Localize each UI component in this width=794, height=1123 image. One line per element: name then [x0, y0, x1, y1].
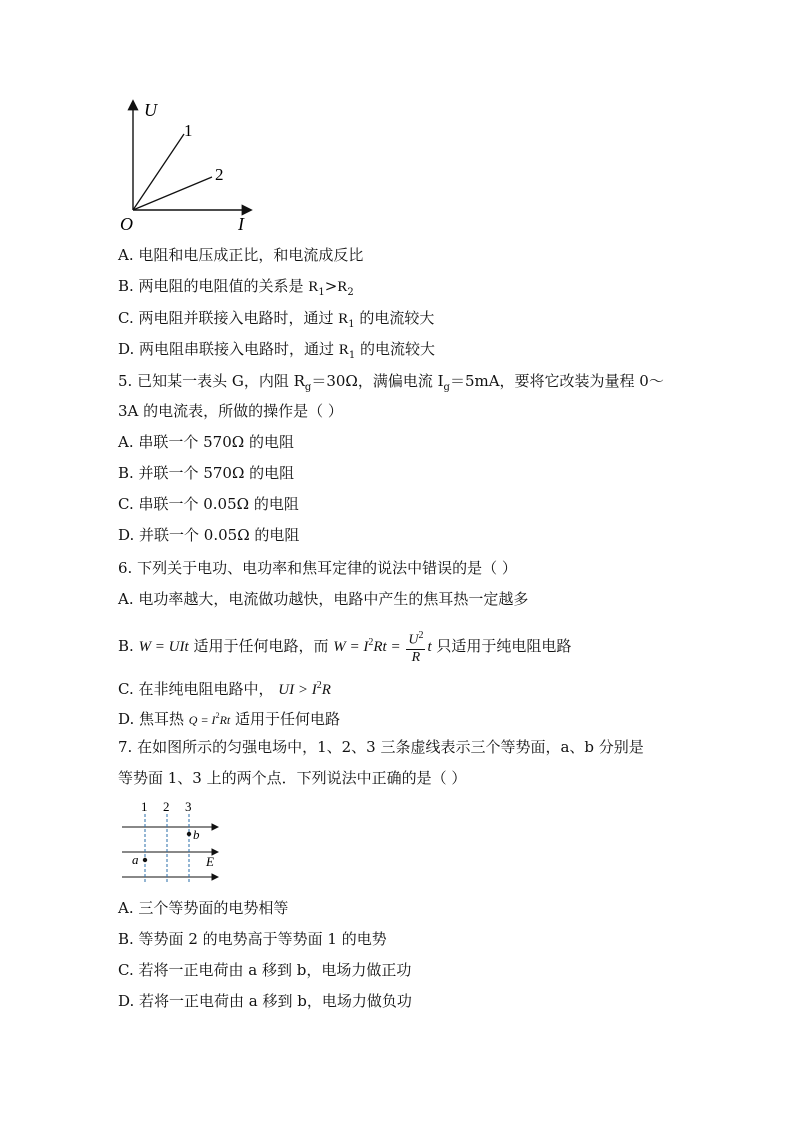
q6-option-c-text: C. 在非纯电阻电路中， — [118, 680, 279, 698]
point-a-label: a — [132, 852, 139, 867]
equipotential-label-1: 1 — [141, 799, 148, 814]
ui-graph — [110, 92, 270, 237]
point-b-label: b — [193, 827, 200, 842]
formula-t: t — [427, 639, 432, 655]
q4-option-c-text: C. 两电阻并联接入电路时，通过 — [118, 309, 339, 327]
axis-u-label: U — [144, 100, 157, 120]
q5-stem-line2: 3A 的电流表，所做的操作是（ ） — [118, 402, 343, 420]
q5-option-d: D. 并联一个 0.05Ω 的电阻 — [118, 526, 300, 544]
line-1-label: 1 — [184, 121, 193, 140]
q7-option-b: B. 等势面 2 的电势高于等势面 1 的电势 — [118, 930, 387, 948]
q6-option-b — [118, 622, 571, 664]
superscript: 2 — [368, 637, 374, 648]
fraction-u2-over-r — [406, 628, 425, 666]
line-1 — [133, 134, 184, 210]
subscript: 2 — [347, 287, 354, 298]
q4-option-a: A. 电阻和电压成正比，和电流成反比 — [118, 246, 364, 264]
q5-option-a: A. 串联一个 570Ω 的电阻 — [118, 433, 294, 451]
q6-option-c — [118, 676, 331, 700]
subscript: g — [304, 382, 312, 393]
q6-option-b-text: 适用于任何电路，而 — [188, 637, 334, 655]
point-a — [143, 858, 147, 862]
point-b — [187, 832, 191, 836]
q4-option-b — [118, 276, 354, 303]
q5-stem-part: ＝30Ω，满偏电流 I — [311, 372, 444, 390]
gt-symbol: > — [324, 277, 338, 295]
line-2-label: 2 — [215, 165, 224, 184]
q7-stem-line1: 7. 在如图所示的匀强电场中，1、2、3 三条虚线表示三个等势面，a、b 分别是 — [118, 738, 644, 756]
q6-option-b-label: B. — [118, 637, 139, 655]
q6-option-b-tail: 只适用于纯电阻电路 — [431, 637, 572, 655]
q6-option-d-tail: 适用于任何电路 — [230, 710, 341, 728]
q7-option-c: C. 若将一正电荷由 a 移到 b，电场力做正功 — [118, 961, 412, 979]
fraction-denominator: R — [411, 649, 421, 665]
q5-option-c: C. 串联一个 0.05Ω 的电阻 — [118, 495, 299, 513]
q7-option-a: A. 三个等势面的电势相等 — [118, 899, 289, 917]
q4-option-c-tail: 的电流较大 — [354, 309, 435, 327]
q5-stem-line1 — [118, 371, 664, 398]
field-e-label: E — [206, 854, 214, 869]
equipotential-label-2: 2 — [163, 799, 170, 814]
superscript: 2 — [316, 680, 322, 691]
equipotential-label-3: 3 — [185, 799, 192, 814]
q4-option-d-tail: 的电流较大 — [355, 340, 435, 358]
subscript: 1 — [318, 287, 325, 298]
axis-i-label: I — [238, 214, 244, 234]
q7-stem-line2: 等势面 1、3 上的两个点．下列说法中正确的是（ ） — [118, 769, 467, 787]
q4-option-b-text: B. 两电阻的电阻值的关系是 — [118, 277, 309, 295]
superscript: 2 — [418, 630, 424, 642]
q6-option-a: A. 电功率越大，电流做功越快，电路中产生的焦耳热一定越多 — [118, 590, 529, 608]
q6-option-d — [118, 706, 340, 730]
superscript: 2 — [215, 711, 220, 720]
formula-rt: Rt — [219, 713, 231, 727]
formula-r: R — [321, 682, 331, 698]
r-symbol: R — [338, 342, 349, 358]
fraction-numerator — [406, 628, 425, 650]
formula-rt: Rt = — [373, 639, 405, 655]
q5-option-b: B. 并联一个 570Ω 的电阻 — [118, 464, 295, 482]
q4-option-d — [118, 339, 435, 366]
q4-option-d-text: D. 两电阻串联接入电路时，通过 — [118, 340, 339, 358]
q4-option-c — [118, 308, 434, 335]
r-symbol: R — [308, 279, 319, 295]
r-symbol: R — [337, 279, 348, 295]
q6-stem: 6. 下列关于电功、电功率和焦耳定律的说法中错误的是（ ） — [118, 559, 517, 577]
formula-w-uit: W = UIt — [138, 639, 189, 655]
subscript: 1 — [348, 319, 355, 330]
q6-option-d-text: D. 焦耳热 — [118, 710, 189, 728]
formula-ui-gt-i2: UI > I — [278, 682, 317, 698]
formula-w-i2rt: W = I — [333, 639, 369, 655]
numerator-u: U — [408, 632, 419, 648]
origin-label: O — [120, 214, 133, 234]
q5-stem-part: 5. 已知某一表头 G，内阻 R — [118, 372, 305, 390]
formula-q-i2: Q = I — [188, 713, 216, 727]
subscript: g — [443, 382, 450, 393]
field-diagram — [118, 796, 228, 888]
subscript: 1 — [348, 350, 356, 361]
q5-stem-part: ＝5mA，要将它改装为量程 0～ — [449, 372, 664, 390]
q7-option-d: D. 若将一正电荷由 a 移到 b，电场力做负功 — [118, 992, 412, 1010]
r-symbol: R — [338, 311, 349, 327]
